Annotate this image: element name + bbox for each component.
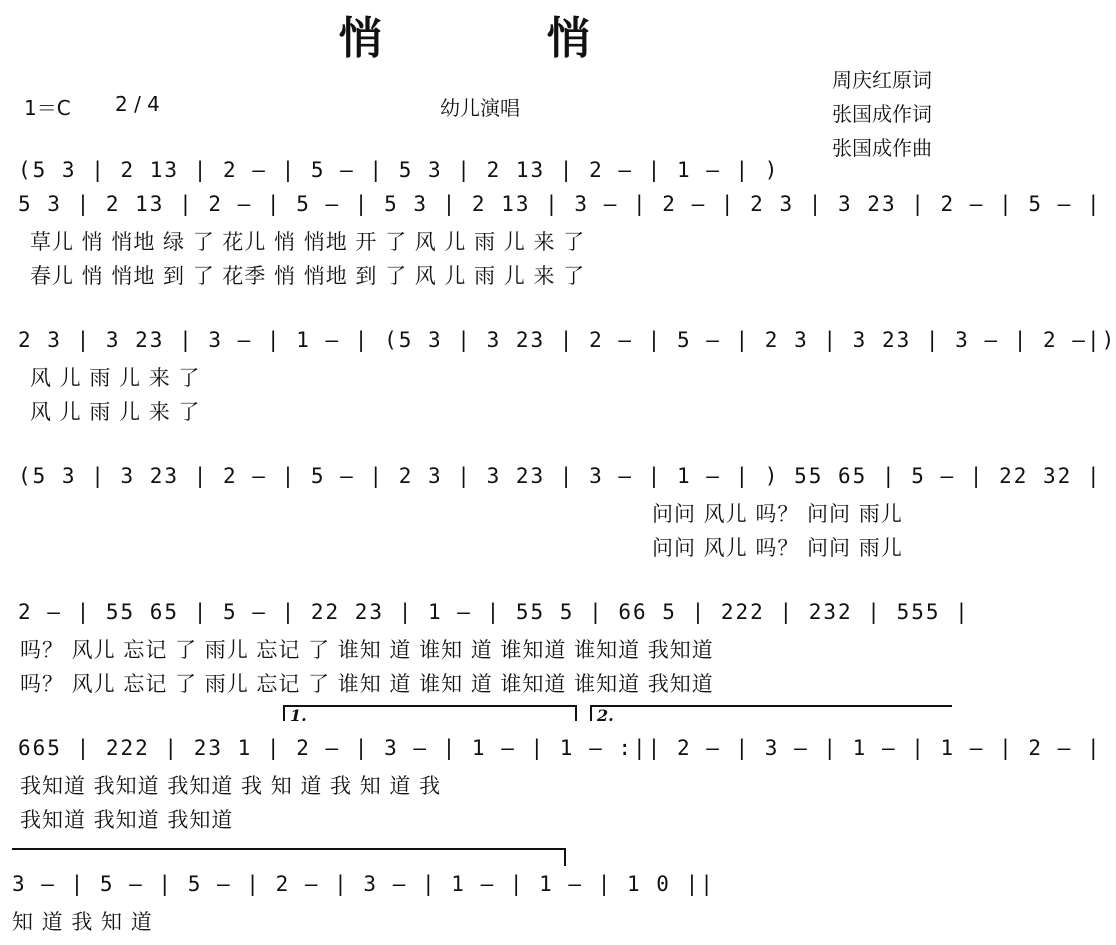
first-ending-label: 1. — [290, 706, 307, 725]
line5-lyric-verse2: 我知道 我知道 我知道 — [20, 808, 234, 832]
coda-bracket — [12, 848, 566, 866]
line3-notes: (5 3 | 3 23 | 2 — | 5 — | 2 3 | 3 23 | 3 — | 1 — | ) 55 65 | 5 — | 22 32 | — [18, 464, 1102, 488]
line2-lyric-verse2: 风 儿 雨 儿 来 了 — [30, 400, 201, 424]
second-ending-bracket — [590, 705, 952, 721]
line2-lyric-verse1: 风 儿 雨 儿 来 了 — [30, 366, 201, 390]
first-ending-bracket — [283, 705, 577, 721]
line4-lyric-verse2: 吗？ 风儿 忘记 了 雨儿 忘记 了 谁知 道 谁知 道 谁知道 谁知道 我知道 — [20, 672, 714, 696]
line4-notes: 2 — | 55 65 | 5 — | 22 23 | 1 — | 55 5 | 66 5 | 222 | 232 | 555 | — [18, 600, 970, 624]
song-title: 悄 悄 — [338, 13, 651, 64]
line1-lyric-verse2: 春儿 悄 悄地 到 了 花季 悄 悄地 到 了 风 儿 雨 儿 来 了 — [30, 264, 586, 288]
second-ending-label: 2. — [597, 706, 614, 725]
line3-lyric-verse2: 问问 风儿 吗？ 问问 雨儿 — [652, 536, 903, 560]
line1-lyric-verse1: 草儿 悄 悄地 绿 了 花儿 悄 悄地 开 了 风 儿 雨 儿 来 了 — [30, 230, 586, 254]
key-signature: 1＝C — [24, 96, 71, 120]
line2-notes: 2 3 | 3 23 | 3 — | 1 — | (5 3 | 3 23 | 2 — | 5 — | 2 3 | 3 23 | 3 — | 2 —|) — [18, 328, 1116, 352]
intro-notes: (5 3 | 2 13 | 2 — | 5 — | 5 3 | 2 13 | 2 — | 1 — | ) — [18, 158, 780, 182]
performer-note: 幼儿演唱 — [440, 96, 520, 120]
line6-lyric: 知 道 我 知 道 — [12, 910, 153, 934]
lyricist-original: 周庆红原词 — [832, 68, 932, 92]
line1-notes: 5 3 | 2 13 | 2 — | 5 — | 5 3 | 2 13 | 3 — | 2 — | 2 3 | 3 23 | 2 — | 5 — | — [18, 192, 1102, 216]
line5-notes: 665 | 222 | 23 1 | 2 — | 3 — | 1 — | 1 — :|| 2 — | 3 — | 1 — | 1 — | 2 — | — [18, 736, 1102, 760]
line6-notes: 3 — | 5 — | 5 — | 2 — | 3 — | 1 — | 1 — | 1 0 || — [12, 872, 715, 896]
lyricist: 张国成作词 — [832, 102, 932, 126]
time-signature: 2 / 4 — [115, 92, 160, 116]
line5-lyric-verse1: 我知道 我知道 我知道 我 知 道 我 知 道 我 — [20, 774, 442, 798]
line4-lyric-verse1: 吗？ 风儿 忘记 了 雨儿 忘记 了 谁知 道 谁知 道 谁知道 谁知道 我知道 — [20, 638, 714, 662]
composer: 张国成作曲 — [832, 136, 932, 160]
line3-lyric-verse1: 问问 风儿 吗？ 问问 雨儿 — [652, 502, 903, 526]
